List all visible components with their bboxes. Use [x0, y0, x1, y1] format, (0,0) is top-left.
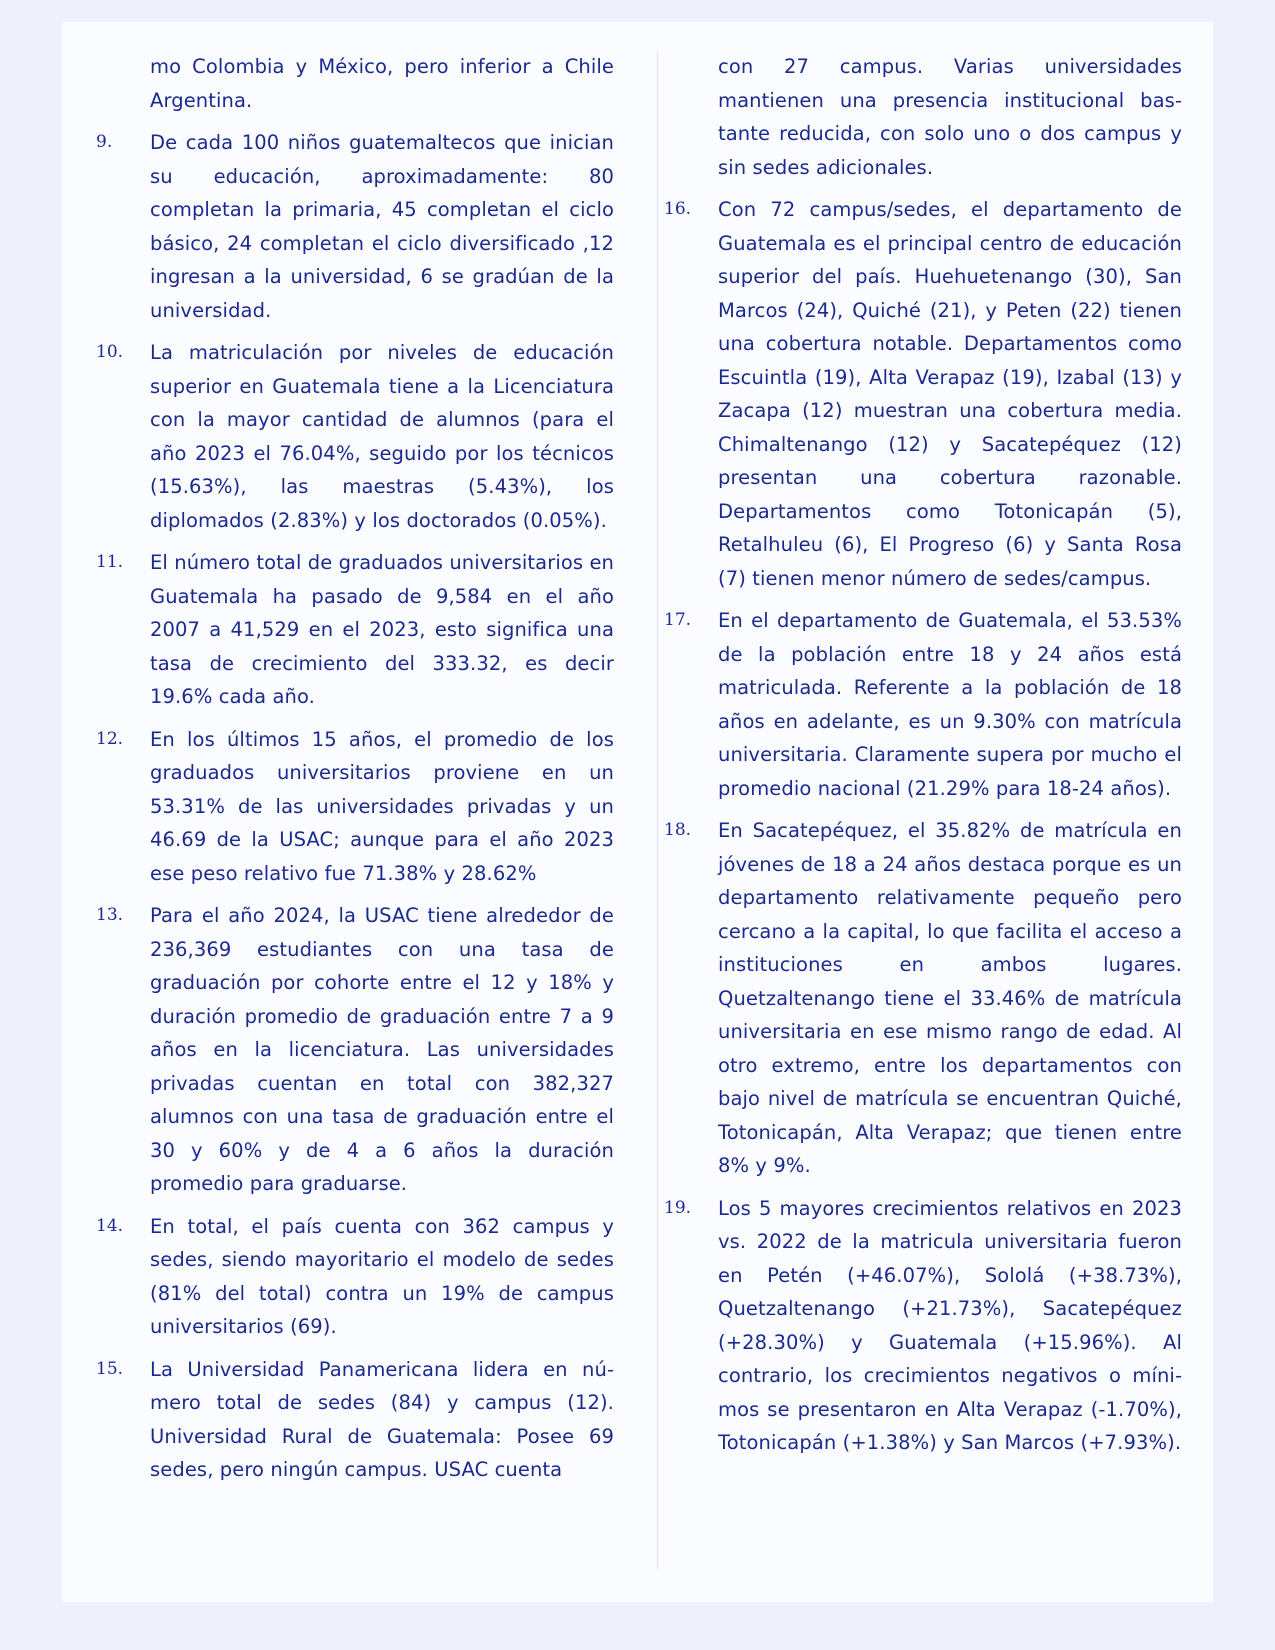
list-item-text: Para el año 2024, la USAC tiene alrededor de 236,369 estudiantes con una tasa de graduación por cohorte entre el 12 y 18% y duración promedio de graduación entre 7 a 9 años en la licenciatura. Las universidades privadas cuentan en total con 382,327 alumnos con una tasa de graduación entre el 30 y 60% y de 4 a 6 años la duración promedio para graduarse. — [150, 904, 614, 1195]
list-marker: 15. — [96, 1358, 124, 1379]
list-item-text: mo Colombia y México, pero inferior a Chile Argentina. — [150, 55, 614, 112]
list-item — [660, 1192, 1182, 1460]
two-column-layout — [62, 22, 1213, 1602]
list-item-text: En total, el país cuenta con 362 campus y sedes, siendo mayoritario el modelo de sedes (81% del total) contra un 19% de campus universitarios (69). — [150, 1214, 614, 1338]
list-marker: 11. — [96, 552, 124, 572]
right-column — [660, 50, 1182, 1582]
list-item — [92, 723, 614, 891]
list-item-text: En Sacatepéquez, el 35.82% de matrícula en jóvenes de 18 a 24 años destaca porque es un departamento relativamente pequeño pero cercano a la capital, lo que facilita el acceso a instituciones en ambos lugares. Quetzaltenango tiene el 33.46% de matrícula universitaria en ese mismo rango de edad. Al otro extremo, entre los departamentos con bajo nivel de matrícula se encuentran Quiché, Totonicapán, Alta Verapaz; que tienen entre 8% y 9%. — [718, 819, 1182, 1177]
list-item-text: La matriculación por niveles de educación superior en Guatemala tiene a la Licenciatura con la mayor cantidad de alumnos (para el año 2023 el 76.04%, seguido por los técnicos (15.63%), las maestras (5.43%), los diplomados (2.83%) y los doctorados (0.05%). — [150, 341, 614, 532]
list-item-text: con 27 campus. Varias universidades mantienen una presencia institucional bastante reducida, con solo uno o dos campus y sin sedes adicionales. — [718, 55, 1182, 179]
list-item — [660, 604, 1182, 805]
document-page — [62, 22, 1213, 1602]
list-item-text: El número total de graduados universitarios en Guatemala ha pasado de 9,584 en el año 2007 a 41,529 en el 2023, esto significa una tasa de crecimiento del 333.32, es decir 19.6% cada año. — [150, 551, 614, 708]
left-column — [92, 50, 614, 1582]
list-marker: 9. — [96, 132, 113, 152]
list-item — [92, 50, 614, 117]
list-item-text: La Universidad Panamericana lidera en número total de sedes (84) y campus (12). Universidad Rural de Guatemala: Posee 69 sedes, pero ningún campus. USAC cuenta — [150, 1357, 614, 1481]
list-item — [660, 814, 1182, 1183]
list-marker: 10. — [96, 342, 124, 362]
list-marker: 13. — [96, 905, 124, 925]
list-item-text: En el departamento de Guatemala, el 53.53% de la población entre 18 y 24 años está matriculada. Referente a la población de 18 años en adelante, es un 9.30% con matrícula universitaria. Claramente supera por mucho el promedio nacional (21.29% para 18-24 años). — [718, 609, 1182, 800]
list-item — [92, 126, 614, 327]
list-item — [660, 50, 1182, 184]
list-item — [92, 546, 614, 714]
list-marker: 18. — [664, 820, 692, 840]
list-item — [92, 1210, 614, 1344]
list-item — [92, 1353, 614, 1487]
list-marker: 19. — [664, 1197, 692, 1218]
list-marker: 16. — [664, 199, 692, 219]
list-item-text: Los 5 mayores crecimientos relativos en 2023 vs. 2022 de la matricula universitaria fueron en Petén (+46.07%), Sololá (+38.73%), Quetzaltenango (+21.73%), Sacatepéquez (+28.30%) y Guatemala (+15.96%). Al contrario, los crecimientos negativos o mínimos se presentaron en Alta Verapaz (-1.70%), Totonicapán (+1.38%) y San Marcos (+7.93%). — [718, 1196, 1182, 1454]
list-item-text: Con 72 campus/sedes, el departamento de Guatemala es el principal centro de educación superior del país. Huehuetenango (30), San Marcos (24), Quiché (21), y Peten (22) tienen una cobertura notable. Departamentos como Escuintla (19), Alta Verapaz (19), Izabal (13) y Zacapa (12) muestran una cobertura media. Chimaltenango (12) y Sacatepéquez (12) presentan una cobertura razonable. Departamentos como Totonicapán (5), Retalhuleu (6), El Progreso (6) y Santa Rosa (7) tienen menor número de sedes/campus. — [718, 198, 1182, 590]
list-item — [660, 193, 1182, 595]
list-marker: 14. — [96, 1215, 124, 1236]
list-marker: 12. — [96, 728, 124, 749]
list-item-text: De cada 100 niños guatemaltecos que inician su educación, aproximadamente: 80 completan la primaria, 45 completan el ciclo básico, 24 completan el ciclo diversificado ,12 ingresan a la universidad, 6 se gradúan de la universidad. — [150, 131, 614, 322]
list-marker: 17. — [664, 610, 692, 630]
list-item — [92, 899, 614, 1201]
list-item — [92, 336, 614, 537]
list-item-text: En los últimos 15 años, el promedio de los graduados universitarios proviene en un 53.31% de las universidades privadas y un 46.69 de la USAC; aunque para el año 2023 ese peso relativo fue 71.38% y 28.62% — [150, 727, 614, 885]
